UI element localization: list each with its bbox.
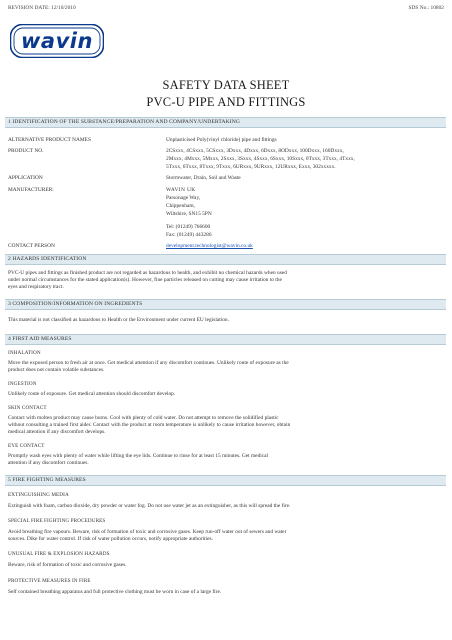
contact-label: CONTACT PERSON [8, 243, 55, 249]
skin-contact-line-3: medical attention if any discomfort develops. [8, 429, 106, 435]
skin-contact-heading: SKIN CONTACT [8, 405, 47, 411]
unusual-hazards-heading: UNUSUAL FIRE & EXPLOSION HAZARDS [8, 551, 110, 557]
extinguishing-media-heading: EXTINGUISHING MEDIA [8, 492, 69, 498]
inhalation-heading: INHALATION [8, 350, 41, 356]
product-no-line-3: 5Txxx, 6Txxx, 8Txxx, 9Txxx, 6URxxx, 9URxxx, 12URxxx, Exxx, 302xxxxx. [166, 164, 336, 170]
section-5-header: 5 FIRE FIGHTING MEASURES [5, 475, 446, 486]
alt-names-value: Unplasticised Poly(vinyl chloride) pipe and fittings [166, 137, 277, 143]
special-procedures-line-2: sources. Dike for water control. If risk of water pollution occurs, notify appropriate authorities. [8, 536, 213, 542]
eye-contact-line-1: Promptly wash eyes with plenty of water while lifting the eye lids. Continue to rinse for at least 15 minutes. Get medical [8, 453, 269, 459]
extinguishing-media-line-1: Extinguish with foam, carbon dioxide, dry powder or water fog. Do not use water jet as an extinguisher, as this will spread the fire. [8, 503, 291, 509]
hazards-line-3: eyes and respiratory tract. [8, 284, 64, 290]
manufacturer-label: MANUFACTURER: [8, 187, 54, 193]
wavin-logo [10, 24, 104, 58]
manufacturer-fax: Fax: (01249) 443286 [166, 232, 212, 238]
application-label: APPLICATION [8, 175, 43, 181]
eye-contact-heading: EYE CONTACT [8, 443, 45, 449]
logo-text: wavin [21, 29, 93, 53]
manufacturer-tel: Tel: (01249) 766600 [166, 224, 211, 230]
eye-contact-line-2: attention if any discomfort continues. [8, 460, 89, 466]
product-no-label: PRODUCT NO. [8, 148, 44, 154]
product-no-line-1: 2CSxxx, 4CSxxx, 5CSxxx, 3Dxxx, 4Dxxx, 6Dxxx, 8ODxxx, 100Dxxx, 160Dxxx, [166, 148, 344, 154]
hazards-line-2: under normal circumstances for the stated application(s). However, fine particles released on cutting may cause irritation to the [8, 277, 282, 283]
revision-date: REVISION DATE: 12/10/2010 [8, 5, 76, 11]
skin-contact-line-1: Contact with molten product may cause burns. Cool with plenty of cold water. Do not attempt to remove the solidified plastic [8, 415, 279, 421]
alt-names-label: ALTERNATIVE PRODUCT NAMES [8, 137, 91, 143]
manufacturer-address-3: Wiltshire, SN15 5PN [166, 211, 212, 217]
section-2-header: 2 HAZARDS IDENTIFICATION [5, 254, 446, 265]
protective-measures-line-1: Self contained breathing apparatus and full protective clothing must be worn in case of a large fire. [8, 589, 222, 595]
manufacturer-name: WAVIN UK [166, 187, 196, 193]
title-line-2: PVC-U PIPE AND FITTINGS [146, 95, 306, 109]
protective-measures-heading: PROTECTIVE MEASURES IN FIRE [8, 578, 91, 584]
sds-number: SDS No.: 10802 [408, 5, 444, 11]
unusual-hazards-line-1: Beware, risk of formation of toxic and corrosive gases. [8, 562, 127, 568]
product-no-line-2: 2Mxxx, 4Mxxx, 5Mxxx, 2Sxxx, 3Sxxx, 4Sxxx, 6Sxxx, 10Sxxx, 0Txxx, 3Txxx, 4Txxx, [166, 156, 355, 162]
application-value: Stormwater, Drain, Soil and Waste [166, 175, 241, 181]
section-3-header: 3 COMPOSITION/INFORMATION ON INGREDIENTS [5, 299, 446, 310]
section-1-header: 1 IDENTIFICATION OF THE SUBSTANCE/PREPARATION AND COMPANY/UNDERTAKING [5, 117, 446, 128]
inhalation-line-2: product does not contain volatile substances. [8, 367, 105, 373]
ingestion-heading: INGESTION [8, 381, 37, 387]
document-title [0, 78, 452, 110]
special-procedures-heading: SPECIAL FIRE FIGHTING PROCEDURES [8, 518, 106, 524]
inhalation-line-1: Move the exposed person to fresh air at once. Get medical attention if any discomfort continues. Unlikely route of exposure as the [8, 360, 289, 366]
composition-text: This material is not classified as hazardous to Health or the Environment under current EU legislation. [8, 317, 229, 323]
hazards-line-1: PVC-U pipes and fittings as finished product are not regarded as hazardous to health, and exhibit no chemical hazards when used [8, 270, 287, 276]
manufacturer-address-2: Chippenham, [166, 203, 195, 209]
section-4-header: 4 FIRST AID MEASURES [5, 334, 446, 345]
contact-email-link[interactable]: development.technologist@wavin.co.uk [166, 243, 253, 249]
ingestion-line-1: Unlikely route of exposure. Get medical attention should discomfort develop. [8, 391, 176, 397]
skin-contact-line-2: without consulting a trained first aider. Contact with the product at room temperature is unlikely to cause irritation however, obtain [8, 422, 291, 428]
special-procedures-line-1: Avoid breathing fire vapours. Beware, risk of formation of toxic and corrosive gases. Keep run-off water out of sewers and water [8, 529, 287, 535]
manufacturer-address-1: Parsonage Way, [166, 195, 201, 201]
title-line-1: SAFETY DATA SHEET [162, 78, 290, 92]
